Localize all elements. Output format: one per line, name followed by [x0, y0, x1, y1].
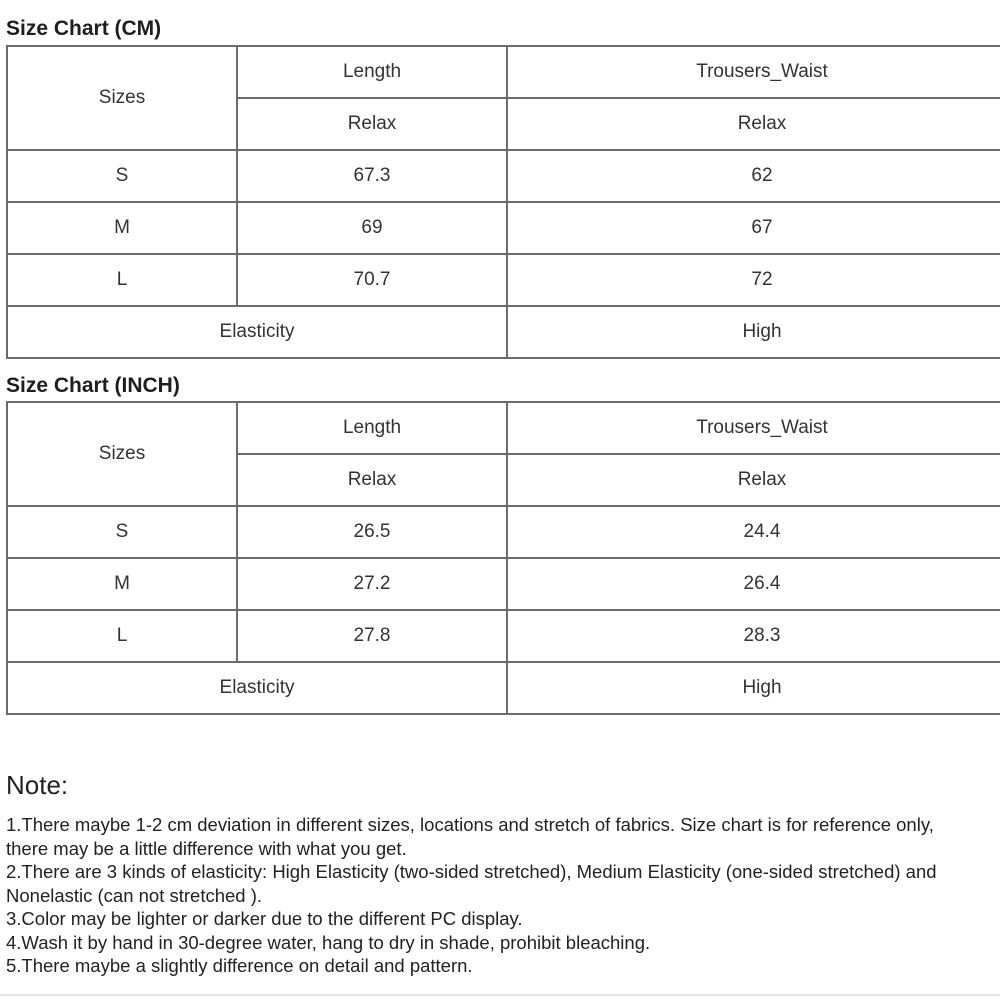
table-row: [7, 558, 1000, 610]
table-row: [7, 506, 1000, 558]
size-cell: L: [7, 610, 237, 662]
elasticity-label-cell: Elasticity: [7, 306, 507, 358]
waist-cell: 72: [507, 254, 1000, 306]
trousers-waist-header-cell: Trousers_Waist: [507, 46, 1000, 98]
table-header-row: [7, 402, 1000, 454]
length-cell: 69: [237, 202, 507, 254]
bottom-divider: [0, 994, 1000, 996]
size-chart-cm-title: Size Chart (CM): [6, 17, 162, 40]
size-cell: S: [7, 506, 237, 558]
sizes-header-cell: Sizes: [7, 46, 237, 150]
trousers-waist-header-cell: Trousers_Waist: [507, 402, 1000, 454]
elasticity-row: [7, 306, 1000, 358]
size-cell: M: [7, 202, 237, 254]
length-cell: 27.8: [237, 610, 507, 662]
elasticity-value-cell: High: [507, 662, 1000, 714]
notes-heading: Note:: [6, 770, 69, 800]
length-header-cell: Length: [237, 46, 507, 98]
note-line: Nonelastic (can not stretched ).: [6, 884, 263, 906]
waist-cell: 26.4: [507, 558, 1000, 610]
note-line: 5.There maybe a slightly difference on detail and pattern.: [6, 955, 473, 976]
length-header-cell: Length: [237, 402, 507, 454]
sizes-header-cell: Sizes: [7, 402, 237, 506]
size-cell: M: [7, 558, 237, 610]
waist-relax-cell: Relax: [507, 454, 1000, 506]
waist-cell: 28.3: [507, 610, 1000, 662]
waist-cell: 62: [507, 150, 1000, 202]
size-cell: L: [7, 254, 237, 306]
size-cell: S: [7, 150, 237, 202]
elasticity-row: [7, 662, 1000, 714]
notes-section: [6, 770, 1000, 978]
table-row: [7, 150, 1000, 202]
note-line: 2.There are 3 kinds of elasticity: High Elasticity (two-sided stretched), Medium Elasticity (one-sided stretched) and: [6, 861, 937, 882]
length-cell: 26.5: [237, 506, 507, 558]
length-relax-cell: Relax: [237, 98, 507, 150]
size-chart-inch-title: Size Chart (INCH): [6, 374, 180, 397]
table-row: [7, 202, 1000, 254]
note-line: 1.There maybe 1-2 cm deviation in different sizes, locations and stretch of fabrics. Size chart is for reference only,: [6, 814, 934, 835]
elasticity-label-cell: Elasticity: [7, 662, 507, 714]
waist-cell: 24.4: [507, 506, 1000, 558]
table-row: [7, 610, 1000, 662]
length-relax-cell: Relax: [237, 454, 507, 506]
size-chart-inch-table: [6, 401, 1000, 715]
length-cell: 67.3: [237, 150, 507, 202]
waist-relax-cell: Relax: [507, 98, 1000, 150]
note-line: there may be a little difference with what you get.: [6, 837, 407, 859]
note-line: 4.Wash it by hand in 30-degree water, hang to dry in shade, prohibit bleaching.: [6, 931, 651, 953]
length-cell: 27.2: [237, 558, 507, 610]
note-line: 3.Color may be lighter or darker due to the different PC display.: [6, 908, 523, 929]
length-cell: 70.7: [237, 254, 507, 306]
waist-cell: 67: [507, 202, 1000, 254]
table-row: [7, 254, 1000, 306]
size-chart-cm-table: [6, 45, 1000, 359]
table-header-row: [7, 46, 1000, 98]
elasticity-value-cell: High: [507, 306, 1000, 358]
